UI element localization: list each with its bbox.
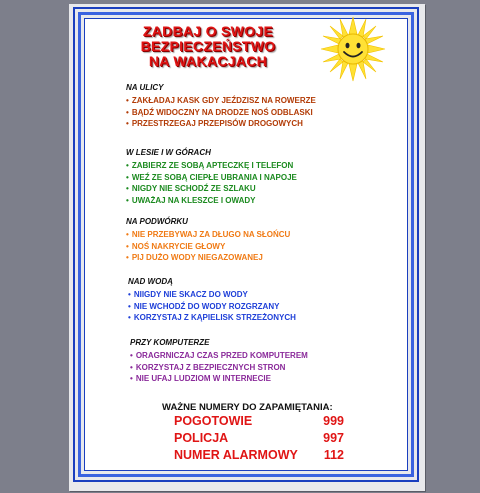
list-item: • NOŚ NAKRYCIE GŁOWY xyxy=(126,241,290,253)
phone-number: 999 xyxy=(323,414,344,428)
section-list-yard xyxy=(126,229,290,264)
title-line-2: BEZPIECZEŃSTWO xyxy=(140,38,276,54)
list-item: • KORZYSTAJ Z KĄPIELISK STRZEŻONYCH xyxy=(128,312,296,324)
list-item: • NIIGDY NIE SKACZ DO WODY xyxy=(128,289,296,301)
phone-row-ambulance xyxy=(174,414,344,428)
phone-numbers-heading: WAŻNE NUMERY DO ZAPAMIĘTANIA: xyxy=(162,402,333,413)
section-heading-water: NAD WODĄ xyxy=(128,277,173,286)
section-list-street xyxy=(126,95,316,130)
poster-title xyxy=(100,24,316,69)
title-line-3: NA WAKACJACH xyxy=(148,53,268,69)
list-item: • PIJ DUŻO WODY NIEGAZOWANEJ xyxy=(126,252,290,264)
phone-row-police xyxy=(174,431,344,445)
list-item: • WEŹ ZE SOBĄ CIEPŁE UBRANIA I NAPOJE xyxy=(126,172,297,184)
list-item: • NIE WCHODŹ DO WODY ROZGRZANY xyxy=(128,301,296,313)
list-item: • BĄDŹ WIDOCZNY NA DRODZE NOŚ ODBLASKI xyxy=(126,107,316,119)
list-item: • NIE UFAJ LUDZIOM W INTERNECIE xyxy=(130,373,308,385)
phone-label: POLICJA xyxy=(174,431,229,445)
list-item: • PRZESTRZEGAJ PRZEPISÓW DROGOWYCH xyxy=(126,118,316,130)
list-item: • ORAGRNICZAJ CZAS PRZED KOMPUTEREM xyxy=(130,350,308,362)
title-line-1: ZADBAJ O SWOJE xyxy=(142,23,274,39)
sun-smiley-icon xyxy=(320,16,386,82)
phone-label: POGOTOWIE xyxy=(174,414,253,428)
section-list-water xyxy=(128,289,296,324)
list-item: • NIE PRZEBYWAJ ZA DŁUGO NA SŁOŃCU xyxy=(126,229,290,241)
phone-row-emergency xyxy=(174,448,344,462)
section-heading-street: NA ULICY xyxy=(126,83,164,92)
phone-label: NUMER ALARMOWY xyxy=(174,448,298,462)
list-item: • NIGDY NIE SCHODŹ ZE SZLAKU xyxy=(126,183,297,195)
section-heading-forest-mountains: W LESIE I W GÓRACH xyxy=(126,148,211,157)
list-item: • ZABIERZ ZE SOBĄ APTECZKĘ I TELEFON xyxy=(126,160,297,172)
list-item: • KORZYSTAJ Z BEZPIECZNYCH STRON xyxy=(130,362,308,374)
section-list-forest-mountains xyxy=(126,160,297,206)
section-list-computer xyxy=(130,350,308,385)
phone-number: 997 xyxy=(323,431,344,445)
list-item: • ZAKŁADAJ KASK GDY JEŹDZISZ NA ROWERZE xyxy=(126,95,316,107)
phone-number: 112 xyxy=(323,448,344,462)
section-heading-computer: PRZY KOMPUTERZE xyxy=(130,338,210,347)
section-heading-yard: NA PODWÓRKU xyxy=(126,217,188,226)
list-item: • UWAŻAJ NA KLESZCE I OWADY xyxy=(126,195,297,207)
